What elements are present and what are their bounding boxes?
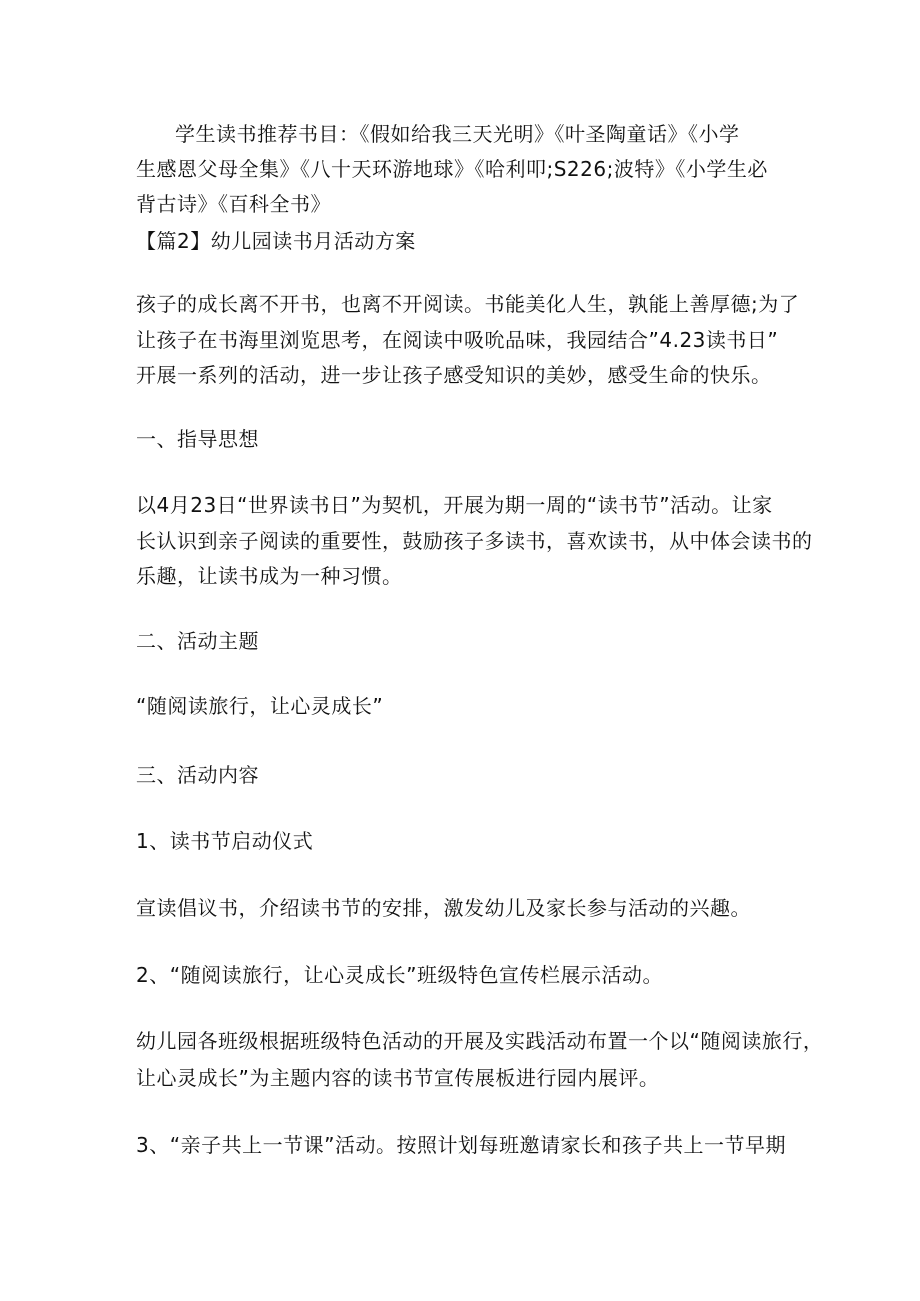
paragraph-2-line-3: 乐趣，让读书成为一种习惯。 <box>136 564 403 588</box>
section-title: 【篇2】幼儿园读书月活动方案 <box>136 229 416 253</box>
item-2-text-line-2: 让心灵成长”为主题内容的读书节宣传展板进行园内展评。 <box>136 1066 660 1090</box>
item-1-text: 宣读倡议书，介绍读书节的安排，激发幼儿及家长参与活动的兴趣。 <box>136 896 751 920</box>
paragraph-1-line-2: 让孩子在书海里浏览思考，在阅读中吸吮品味，我园结合”4.23读书日” <box>136 328 779 352</box>
item-2-text-line-1: 幼儿园各班级根据班级特色活动的开展及实践活动布置一个以“随阅读旅行， <box>136 1029 824 1053</box>
item-3-text: 3、“亲子共上一节课”活动。按照计划每班邀请家长和孩子共上一节早期 <box>136 1133 786 1157</box>
item-2-title: 2、“随阅读旅行，让心灵成长”班级特色宣传栏展示活动。 <box>136 963 663 987</box>
paragraph-1-line-3: 开展一系列的活动，进一步让孩子感受知识的美妙，感受生命的快乐。 <box>136 363 772 387</box>
heading-activity-theme: 二、活动主题 <box>136 629 259 653</box>
paragraph-2-line-1: 以4月23日“世界读书日”为契机，开展为期一周的“读书节”活动。让家 <box>136 493 773 517</box>
intro-line-1: 学生读书推荐书目：《假如给我三天光明》《叶圣陶童话》《小学 <box>175 122 740 146</box>
heading-activity-content: 三、活动内容 <box>136 763 259 787</box>
paragraph-2-line-2: 长认识到亲子阅读的重要性，鼓励孩子多读书，喜欢读书，从中体会读书的 <box>136 529 813 553</box>
intro-line-2: 生感恩父母全集》《八十天环游地球》《哈利叩;S226;波特》《小学生必 <box>136 157 768 181</box>
intro-line-3: 背古诗》《百科全书》 <box>136 192 331 216</box>
paragraph-1-line-1: 孩子的成长离不开书，也离不开阅读。书能美化人生，孰能上善厚德;为了 <box>136 292 800 316</box>
heading-guiding-idea: 一、指导思想 <box>136 427 259 451</box>
item-1-title: 1、读书节启动仪式 <box>136 829 314 853</box>
theme-text: “随阅读旅行，让心灵成长” <box>136 694 384 718</box>
